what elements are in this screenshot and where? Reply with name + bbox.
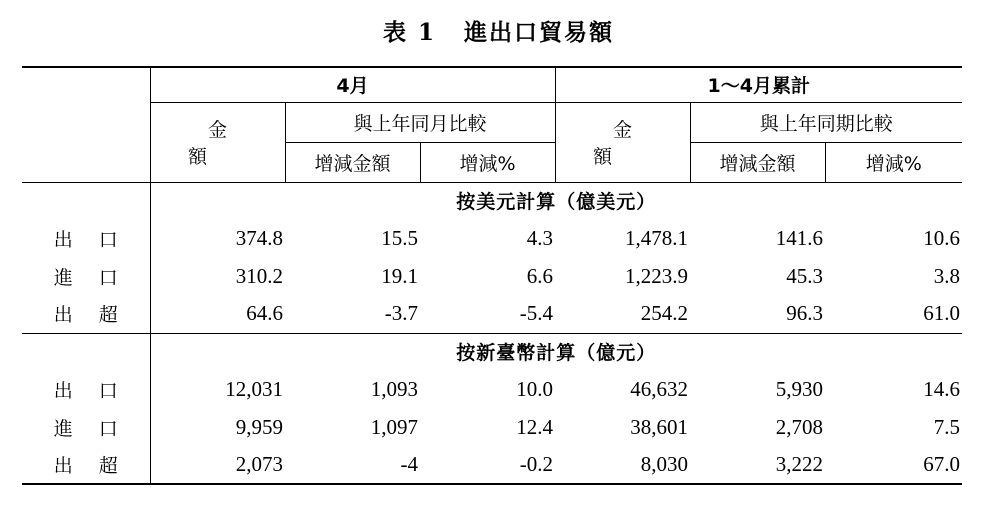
section-title: 按美元計算（億美元） <box>150 182 962 219</box>
cell-value: 6.6 <box>526 263 553 288</box>
header-compare-month: 與上年同月比較 <box>285 102 555 142</box>
row-label: 出口 <box>53 228 144 251</box>
cell-value: 64.6 <box>150 295 285 333</box>
row-label: 出口 <box>53 379 144 402</box>
cell-value: 1,093 <box>370 376 418 401</box>
cell-value: -0.2 <box>420 446 555 484</box>
cell-value: 1,223.9 <box>625 263 688 288</box>
header-month: 4月 <box>150 67 555 102</box>
cell-value: 1,478.1 <box>625 225 688 250</box>
cell-value: 12,031 <box>150 370 285 408</box>
cell-value: 19.1 <box>381 263 418 288</box>
cell-value: 310.2 <box>150 257 285 295</box>
cell-value: 7.5 <box>933 414 961 439</box>
cell-value: 10.6 <box>923 225 961 250</box>
corner-cell <box>22 67 150 182</box>
cell-value: 45.3 <box>786 263 823 288</box>
section-header-usd <box>22 182 962 219</box>
header-amount-month: 金額 <box>150 102 285 182</box>
cell-value: 12.4 <box>516 414 553 439</box>
cell-value: 141.6 <box>775 225 823 250</box>
cell-value: 38,601 <box>630 414 688 439</box>
header-amount-cumulative: 金額 <box>555 102 690 182</box>
cell-value: 1,097 <box>370 414 418 439</box>
row-label: 進口 <box>53 266 144 289</box>
cell-value: 374.8 <box>150 219 285 257</box>
table-row <box>22 295 962 333</box>
cell-value: 254.2 <box>555 295 690 333</box>
cell-value: -3.7 <box>285 295 420 333</box>
cell-value: 8,030 <box>555 446 690 484</box>
cell-value: 15.5 <box>381 225 418 250</box>
section-header-twd <box>22 333 962 370</box>
cell-value: 5,930 <box>775 376 823 401</box>
cell-value: 96.3 <box>690 295 825 333</box>
cell-value: 4.3 <box>526 225 553 250</box>
table-row <box>22 219 962 257</box>
cell-value: 3,222 <box>690 446 825 484</box>
cell-value: -5.4 <box>420 295 555 333</box>
row-label: 進口 <box>53 417 144 440</box>
trade-table <box>22 66 962 485</box>
cell-value: 61.0 <box>825 295 962 333</box>
header-change-pct-month: 增減% <box>420 142 555 182</box>
cell-value: 67.0 <box>825 446 962 484</box>
cell-value: 2,073 <box>150 446 285 484</box>
header-change-pct-period: 增減% <box>825 142 962 182</box>
cell-value: 14.6 <box>923 376 961 401</box>
table-caption: 進出口貿易額 <box>464 19 614 46</box>
table-row <box>22 370 962 408</box>
table-row <box>22 446 962 484</box>
cell-value: -4 <box>285 446 420 484</box>
row-label: 出超 <box>22 446 150 484</box>
header-compare-period: 與上年同期比較 <box>690 102 962 142</box>
cell-value: 2,708 <box>775 414 823 439</box>
row-label: 出超 <box>22 295 150 333</box>
table-row <box>22 257 962 295</box>
section-title: 按新臺幣計算（億元） <box>150 333 962 370</box>
header-change-amount-month: 增減金額 <box>285 142 420 182</box>
cell-value: 9,959 <box>150 408 285 446</box>
table-title <box>0 14 997 47</box>
table-row <box>22 408 962 446</box>
cell-value: 10.0 <box>516 376 553 401</box>
header-cumulative: 1～4月累計 <box>555 67 962 102</box>
header-row-periods <box>22 67 962 102</box>
header-change-amount-period: 增減金額 <box>690 142 825 182</box>
table-number: 表 1 <box>382 19 436 46</box>
cell-value: 46,632 <box>630 376 688 401</box>
header-row-compare <box>22 102 962 142</box>
cell-value: 3.8 <box>933 263 961 288</box>
